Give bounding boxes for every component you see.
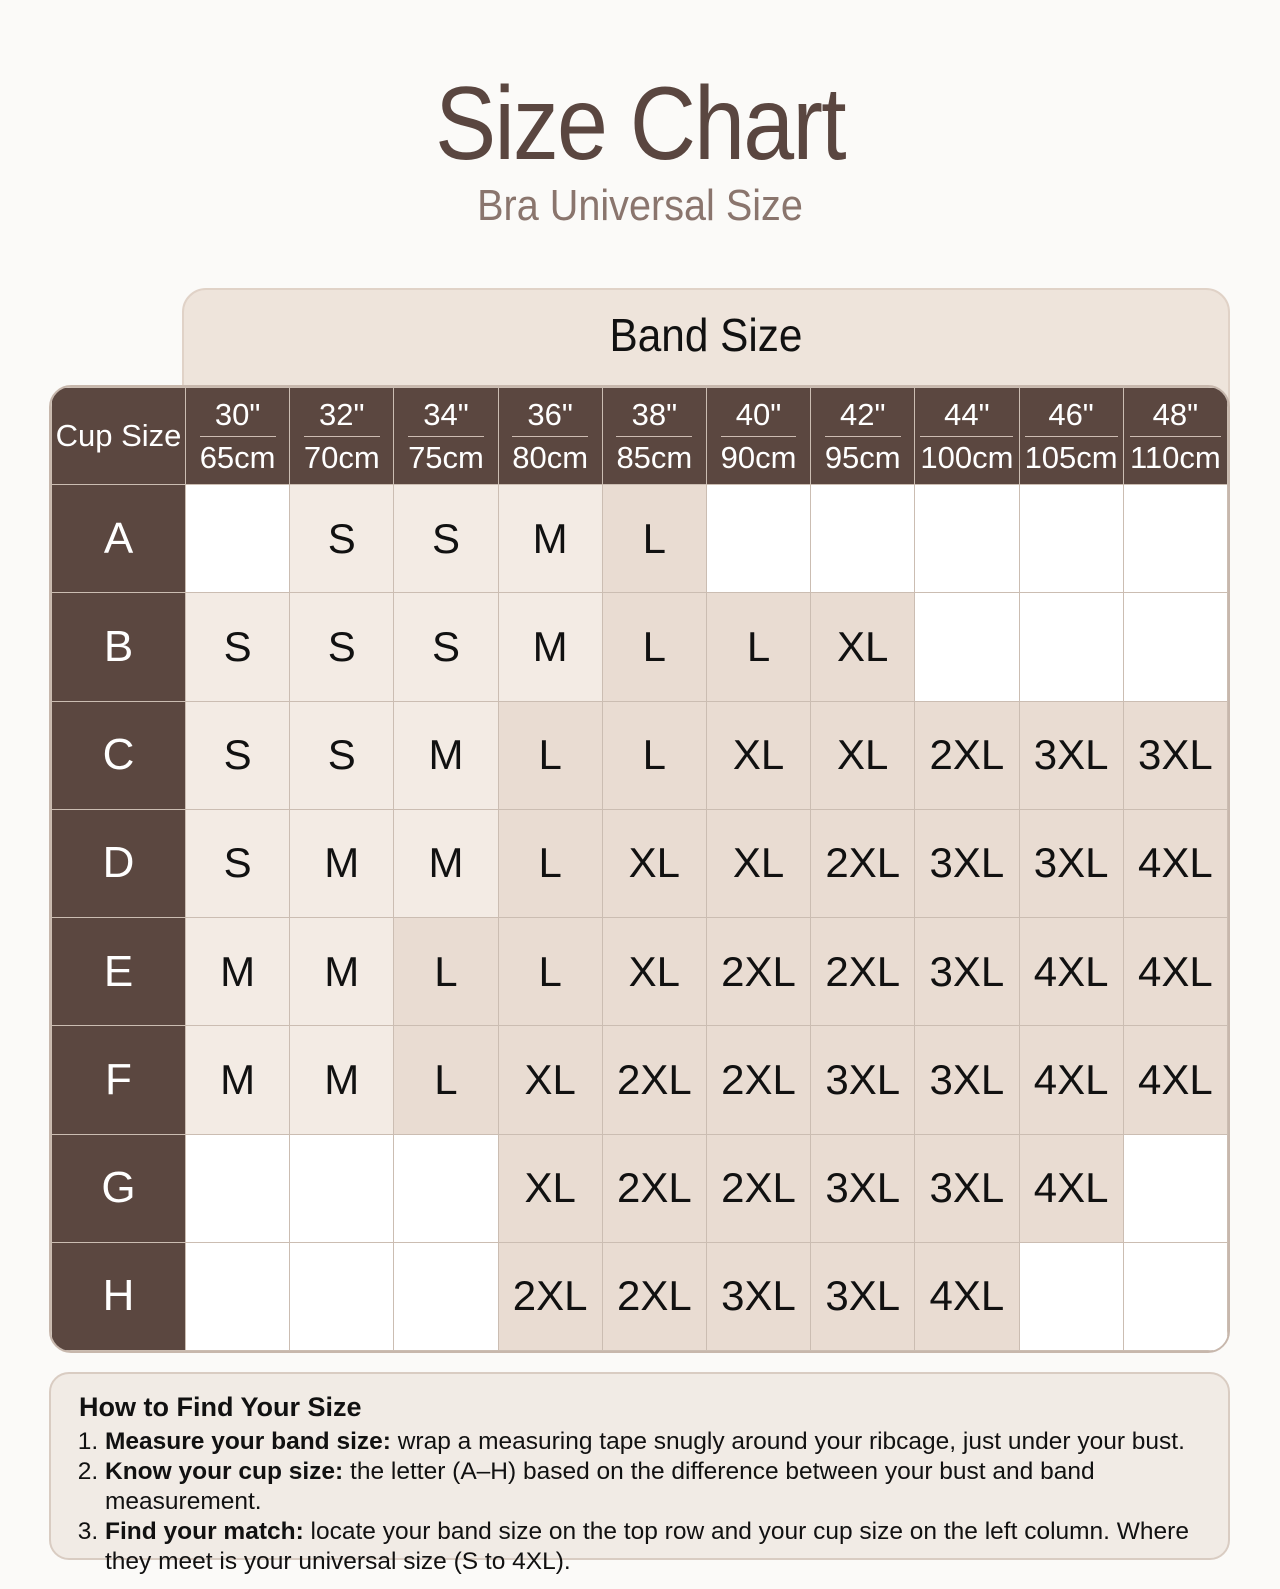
band-cm: 75cm <box>408 439 484 475</box>
size-cell: S <box>290 485 394 593</box>
page-subtitle: Bra Universal Size <box>477 181 803 230</box>
size-cell: 3XL <box>1019 701 1123 809</box>
cup-size-header: Cup Size <box>52 388 186 485</box>
band-header-cell <box>706 388 810 485</box>
size-cell: L <box>394 918 498 1026</box>
size-cell: XL <box>811 701 915 809</box>
size-cell: 2XL <box>811 809 915 917</box>
size-row <box>52 701 1228 809</box>
size-cell: 4XL <box>1123 918 1227 1026</box>
size-cell <box>1123 593 1227 701</box>
size-cell: 2XL <box>706 1026 810 1134</box>
size-cell: XL <box>811 593 915 701</box>
size-cell: M <box>394 809 498 917</box>
size-chart-table <box>49 385 1230 1353</box>
band-header-cell <box>811 388 915 485</box>
band-cm: 110cm <box>1129 439 1221 475</box>
step-text: wrap a measuring tape snugly around your ribcage, just under your bust. <box>390 1428 1185 1455</box>
size-cell: 3XL <box>811 1242 915 1350</box>
band-header-cell <box>498 388 602 485</box>
size-cell <box>290 1134 394 1242</box>
band-header-row <box>52 388 1228 485</box>
band-inches: 40" <box>721 396 797 436</box>
band-header-cell <box>186 388 290 485</box>
size-cell: L <box>602 485 706 593</box>
band-header-cell <box>915 388 1019 485</box>
step-text: the letter (A–H) based on the difference between your bust and band measurement. <box>105 1457 1095 1515</box>
size-cell: S <box>186 701 290 809</box>
size-cell: S <box>186 593 290 701</box>
band-cm: 100cm <box>920 439 1014 475</box>
size-cell: 4XL <box>1123 1026 1227 1134</box>
size-cell: 3XL <box>915 809 1019 917</box>
band-cm: 85cm <box>616 439 693 475</box>
size-cell <box>186 1242 290 1350</box>
size-cell <box>1019 593 1123 701</box>
band-inches: 32" <box>304 396 380 436</box>
cup-size-label: B <box>52 593 186 701</box>
how-to-steps <box>79 1427 1200 1576</box>
band-cm: 95cm <box>824 439 901 475</box>
step-label: Measure your band size: <box>105 1428 391 1455</box>
cup-size-label: A <box>52 485 186 593</box>
size-cell <box>915 485 1019 593</box>
size-row <box>52 1134 1228 1242</box>
size-row <box>52 918 1228 1026</box>
size-cell: 3XL <box>915 1026 1019 1134</box>
size-cell <box>1123 1134 1227 1242</box>
size-cell: 2XL <box>602 1134 706 1242</box>
size-cell: 3XL <box>1019 809 1123 917</box>
step-text: locate your band size on the top row and your cup size on the left column. Where they meet is your universal size (S to 4XL). <box>105 1517 1189 1575</box>
band-header-cell <box>602 388 706 485</box>
size-cell: 4XL <box>1019 1026 1123 1134</box>
band-inches: 36" <box>512 396 588 436</box>
size-cell: 2XL <box>915 701 1019 809</box>
band-header-cell <box>394 388 498 485</box>
size-cell: 4XL <box>1123 809 1227 917</box>
size-cell: S <box>394 485 498 593</box>
size-cell <box>290 1242 394 1350</box>
size-cell: XL <box>602 918 706 1026</box>
size-cell: 4XL <box>1019 918 1123 1026</box>
size-cell: M <box>394 701 498 809</box>
size-cell: M <box>290 918 394 1026</box>
band-cm: 90cm <box>720 439 797 475</box>
size-cell: L <box>602 593 706 701</box>
size-cell: 3XL <box>1123 701 1227 809</box>
size-row <box>52 485 1228 593</box>
size-row <box>52 1242 1228 1350</box>
size-cell: XL <box>498 1134 602 1242</box>
size-row <box>52 809 1228 917</box>
band-cm: 105cm <box>1024 439 1118 475</box>
size-cell: M <box>290 1026 394 1134</box>
band-header-cell <box>290 388 394 485</box>
size-cell: XL <box>498 1026 602 1134</box>
how-to-step <box>105 1457 1200 1517</box>
size-row <box>52 1026 1228 1134</box>
size-cell <box>1123 1242 1227 1350</box>
size-cell: 4XL <box>915 1242 1019 1350</box>
size-cell: 3XL <box>915 1134 1019 1242</box>
band-cm: 65cm <box>199 439 276 475</box>
size-cell: S <box>186 809 290 917</box>
size-cell: S <box>394 593 498 701</box>
size-cell: M <box>498 485 602 593</box>
size-cell: L <box>706 593 810 701</box>
page-title: Size Chart <box>435 66 845 182</box>
size-cell: S <box>290 593 394 701</box>
size-cell <box>1123 485 1227 593</box>
size-cell: 4XL <box>1019 1134 1123 1242</box>
band-header-cell <box>1123 388 1227 485</box>
cup-size-label: C <box>52 701 186 809</box>
band-inches: 46" <box>1025 396 1118 436</box>
band-inches: 48" <box>1130 396 1221 436</box>
size-cell: M <box>186 918 290 1026</box>
band-cm: 80cm <box>512 439 589 475</box>
size-cell <box>1019 1242 1123 1350</box>
size-cell <box>186 1134 290 1242</box>
size-cell: S <box>290 701 394 809</box>
cup-size-label: E <box>52 918 186 1026</box>
cup-size-label: F <box>52 1026 186 1134</box>
size-cell: L <box>498 918 602 1026</box>
size-cell: XL <box>706 701 810 809</box>
size-cell: 2XL <box>706 918 810 1026</box>
size-cell <box>394 1134 498 1242</box>
size-cell: M <box>498 593 602 701</box>
size-cell: L <box>394 1026 498 1134</box>
size-cell: 3XL <box>915 918 1019 1026</box>
size-cell: 2XL <box>706 1134 810 1242</box>
size-cell: 2XL <box>498 1242 602 1350</box>
size-cell <box>394 1242 498 1350</box>
band-inches: 42" <box>825 396 901 436</box>
size-cell: M <box>290 809 394 917</box>
how-to-step <box>105 1427 1200 1457</box>
band-size-title: Band Size <box>609 309 803 361</box>
cup-size-label: G <box>52 1134 186 1242</box>
size-cell <box>186 485 290 593</box>
step-label: Know your cup size: <box>105 1457 344 1485</box>
size-cell <box>811 485 915 593</box>
size-cell: 2XL <box>602 1242 706 1350</box>
size-cell: M <box>186 1026 290 1134</box>
how-to-title: How to Find Your Size <box>79 1392 362 1422</box>
size-cell: 2XL <box>811 918 915 1026</box>
band-inches: 44" <box>920 396 1013 436</box>
size-cell: 3XL <box>811 1026 915 1134</box>
size-cell <box>706 485 810 593</box>
cup-size-label: H <box>52 1242 186 1350</box>
size-row <box>52 593 1228 701</box>
size-cell: 3XL <box>811 1134 915 1242</box>
band-cm: 70cm <box>303 439 380 475</box>
size-cell: 2XL <box>602 1026 706 1134</box>
size-cell <box>915 593 1019 701</box>
size-cell <box>1019 485 1123 593</box>
band-inches: 38" <box>616 396 692 436</box>
size-cell: L <box>498 809 602 917</box>
size-cell: XL <box>706 809 810 917</box>
band-header-cell <box>1019 388 1123 485</box>
band-inches: 34" <box>408 396 484 436</box>
size-cell: 3XL <box>706 1242 810 1350</box>
size-cell: L <box>602 701 706 809</box>
how-to-step <box>105 1517 1200 1577</box>
size-table-body <box>52 485 1228 1351</box>
band-inches: 30" <box>200 396 276 436</box>
how-to-panel <box>49 1372 1230 1575</box>
size-cell: L <box>498 701 602 809</box>
step-label: Find your match: <box>105 1517 304 1545</box>
cup-size-label: D <box>52 809 186 917</box>
size-cell: XL <box>602 809 706 917</box>
